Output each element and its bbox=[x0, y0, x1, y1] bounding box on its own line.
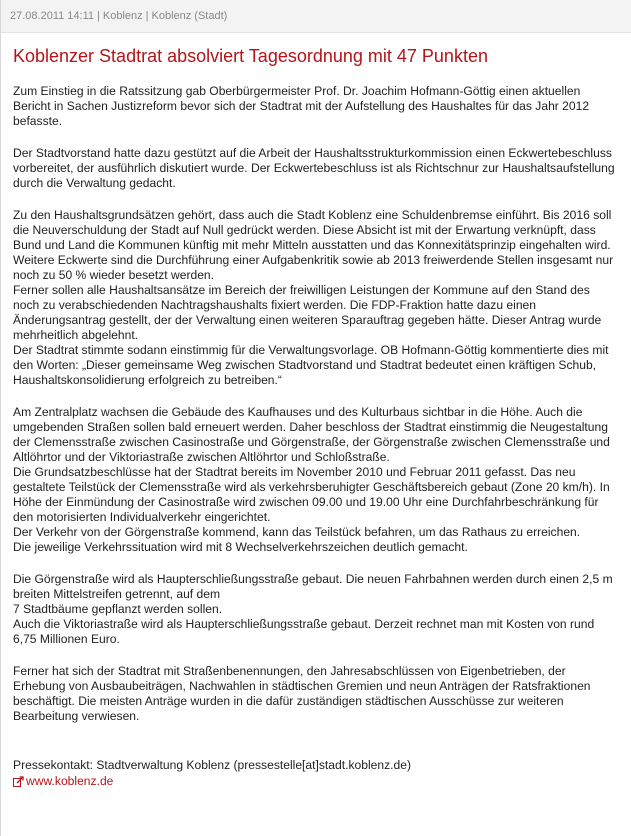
meta-separator: | bbox=[97, 10, 100, 22]
external-link-icon bbox=[13, 776, 24, 787]
article-paragraph: 7 Stadtbäume gepflanzt werden sollen. bbox=[13, 602, 223, 616]
article-paragraph: Am Zentralplatz wachsen die Gebäude des Kaufhauses und des Kulturbaus sichtbar in die Höhe. Auch die umgebenden Straßen sollen bald erneuert werden. Daher beschloss der Stadtrat einstimmig die Neugestaltung der Clemensstraße zwischen Casinostraße und Görgenstraße, der Görgenstraße zwischen Clemensstraße und Altlöhrtor und der Viktoriastraße zwischen Altlöhrtor und Schloßstraße. bbox=[13, 405, 610, 464]
article-paragraph: Ferner hat sich der Stadtrat mit Straßenbenennungen, den Jahresabschlüssen von Eigenbetrieben, der Erhebung von Ausbaubeiträgen, Nachwahlen in städtischen Gremien und neun Anträgen der Ratsfraktionen beschäftigt. Die meisten Anträge wurden in die dafür zuständigen städtischen Ausschüsse zur weiteren Bearbeitung verwiesen. bbox=[13, 664, 591, 723]
category-link[interactable]: Koblenz bbox=[102, 10, 143, 22]
article-paragraph: Auch die Viktoriastraße wird als Haupterschließungsstraße gebaut. Derzeit rechnet man mit Kosten von rund 6,75 Millionen Euro. bbox=[13, 617, 595, 646]
external-link-row[interactable] bbox=[13, 774, 619, 789]
meta-separator: | bbox=[145, 10, 149, 22]
article-body bbox=[13, 84, 619, 789]
article-paragraph: Die Görgenstraße wird als Haupterschließungsstraße gebaut. Die neuen Fahrbahnen werden durch einen 2,5 m breiten Mittelstreifen getrennt, auf dem bbox=[13, 572, 613, 601]
article-paragraph: Der Stadtrat stimmte sodann einstimmig für die Verwaltungsvorlage. OB Hofmann-Göttig kommentierte dies mit den Worten: „Dieser gemeinsame Weg zwischen Stadtvorstand und Stadtrat bedeutet einen kräftigen Schub, Haushaltskonsolidierung erfolgreich zu betreiben.“ bbox=[13, 343, 609, 387]
article-paragraph: Die Grundsatzbeschlüsse hat der Stadtrat bereits im November 2010 und Februar 2011 gefasst. Das neu gestaltete Teilstück der Clemensstraße wird als verkehrsberuhigter Geschäftsbereich gebaut (Zone 20 km/h). In Höhe der Einmündung der Casinostraße wird zwischen 09.00 und 19.00 Uhr eine Durchfahrbeschränkung für den motorisierten Individualverkehr eingerichtet. bbox=[13, 465, 610, 524]
article-paragraph: Der Verkehr von der Görgenstraße kommend, kann das Teilstück befahren, um das Rathaus zu erreichen. bbox=[13, 525, 581, 539]
koblenz-website-link[interactable]: www.koblenz.de bbox=[26, 774, 114, 788]
article-paragraph: Ferner sollen alle Haushaltsansätze im Bereich der freiwilligen Leistungen der Kommune auf den Stand des noch zu verabschiedenden Nachtragshaushalts fixiert werden. Die FDP-Fraktion hatte dazu einen Änderungsantrag gestellt, der der Verwaltung einen weiteren Sparauftrag gegeben hätte. Dieser Antrag wurde mehrheitlich abgelehnt. bbox=[13, 283, 602, 342]
article-paragraph: Weitere Eckwerte sind die Durchführung einer Aufgabenkritik sowie ab 2013 freiwerdende Stellen insgesamt nur noch zu 50 % wieder besetzt werden. bbox=[13, 253, 614, 282]
article-headline: Koblenzer Stadtrat absolviert Tagesordnung mit 47 Punkten bbox=[13, 46, 488, 66]
article-paragraph: Zu den Haushaltsgrundsätzen gehört, dass auch die Stadt Koblenz eine Schuldenbremse einführt. Bis 2016 soll die Neuverschuldung der Stadt auf Null gedrückt werden. Diese Absicht ist mit der Erwartung verknüpft, dass Bund und Land die Kommunen künftig mit mehr Mitteln ausstatten und das Konnexitätsprinzip eingehalten wird. bbox=[13, 208, 612, 252]
article-paragraph: Zum Einstieg in die Ratssitzung gab Oberbürgermeister Prof. Dr. Joachim Hofmann-Göttig einen aktuellen Bericht in Sachen Justizreform bevor sich der Stadtrat mit der Aufstellung des Haushaltes für das Jahr 2012 befasste. bbox=[13, 84, 590, 128]
article-meta-bar bbox=[1, 0, 631, 33]
article-paragraph: Der Stadtvorstand hatte dazu gestützt auf die Arbeit der Haushaltsstrukturkommission einen Eckwertebeschluss vorbereitet, der ausführlich diskutiert wurde. Der Eckwertebeschluss ist als Richtschnur zur Haushaltsaufstellung durch die Verwaltung gedacht. bbox=[13, 146, 615, 190]
article-datetime: 27.08.2011 14:11 bbox=[10, 10, 95, 22]
article-paragraph: Die jeweilige Verkehrssituation wird mit 8 Wechselverkehrszeichen deutlich gemacht. bbox=[13, 540, 468, 554]
subcategory-link[interactable]: Koblenz (Stadt) bbox=[151, 10, 228, 22]
press-contact: Pressekontakt: Stadtverwaltung Koblenz (pressestelle[at]stadt.koblenz.de) bbox=[13, 758, 411, 772]
